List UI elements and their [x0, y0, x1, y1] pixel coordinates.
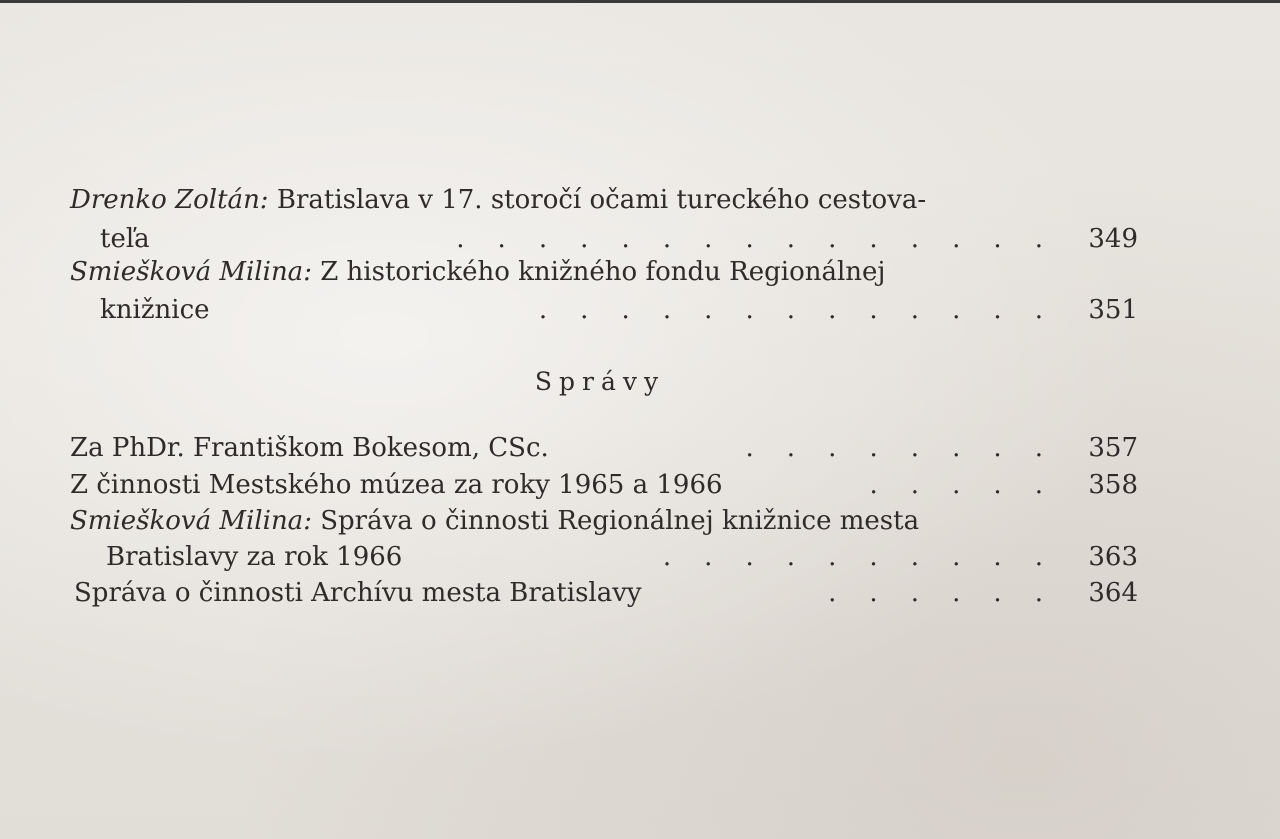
- toc-entry-smieskova-1-line2: [70, 292, 1138, 328]
- toc-entry-archiv: [70, 575, 1138, 611]
- page-number: 364: [1088, 578, 1138, 608]
- entry-author: Drenko Zoltán:: [70, 185, 269, 215]
- toc-entry-drenko-line2: [70, 221, 1138, 257]
- toc-entry-drenko-line1: [70, 182, 1138, 218]
- entry-title: Z historického knižného fondu Regionálnej: [320, 257, 886, 287]
- entry-author: Smiešková Milina:: [70, 257, 312, 287]
- dot-leader: . . . . . . . .: [745, 433, 1043, 463]
- entry-title-continuation: knižnice: [100, 295, 210, 325]
- dot-leader: . . . . .: [869, 470, 1043, 500]
- entry-title-continuation: Bratislavy za rok 1966: [106, 542, 403, 572]
- entry-title: Bratislava v 17. storočí očami tureckého cestova-: [276, 185, 927, 215]
- dot-leader: . . . . . . . . . . . . .: [538, 295, 1043, 325]
- entry-title: Z činnosti Mestského múzea za roky 1965 a 1966: [70, 470, 723, 500]
- toc-entry-bokes: [70, 430, 1138, 466]
- toc-entry-muzeum: [70, 467, 1138, 503]
- dot-leader: . . . . . .: [828, 578, 1043, 608]
- page-number: 351: [1088, 295, 1138, 325]
- page-number: 357: [1088, 433, 1138, 463]
- dot-leader: . . . . . . . . . .: [662, 542, 1043, 572]
- toc-entry-smieskova-2-line2: [70, 539, 1138, 575]
- toc-entry-smieskova-1-line1: [70, 254, 1138, 290]
- page-number: 358: [1088, 470, 1138, 500]
- toc-entry-smieskova-2-line1: [70, 503, 1138, 539]
- page-number: 363: [1088, 542, 1138, 572]
- dot-leader: . . . . . . . . . . . . . . .: [456, 224, 1043, 254]
- entry-author: Smiešková Milina:: [70, 506, 312, 536]
- entry-title: Správa o činnosti Regionálnej knižnice mesta: [320, 506, 920, 536]
- entry-title: Správa o činnosti Archívu mesta Bratislavy: [74, 578, 642, 608]
- entry-title: Za PhDr. Františkom Bokesom, CSc.: [70, 433, 549, 463]
- entry-title-continuation: teľa: [100, 224, 150, 254]
- section-heading: Správy: [534, 367, 666, 396]
- page-number: 349: [1088, 224, 1138, 254]
